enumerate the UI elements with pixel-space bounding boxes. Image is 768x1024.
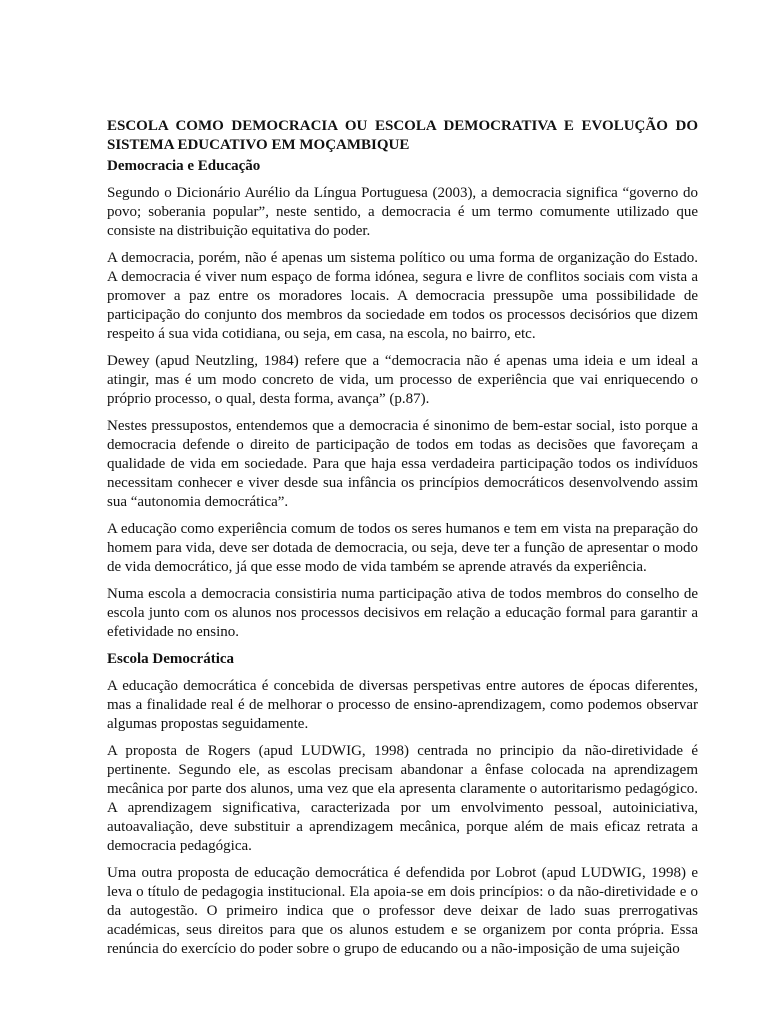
- paragraph: Numa escola a democracia consistiria numa participação ativa de todos membros do conselho de escola junto com os alunos nos processos decisivos em relação a educação formal para garantir a efetividade no ensino.: [107, 586, 698, 640]
- section-heading-escola-democratica: Escola Democrática: [107, 651, 235, 667]
- paragraph: Uma outra proposta de educação democrática é defendida por Lobrot (apud LUDWIG, 1998) e leva o título de pedagogia institucional. Ela apoia-se em dois princípios: o da não-diretividade e o da autogestão. O primeiro indica que o professor deve deixar de lado suas prerrogativas académicas, seus direitos para que os alunos estudem e se organizem por conta própria. Essa renúncia do exercício do poder sobre o grupo de educando ou a não-imposição de uma sujeição: [107, 865, 698, 957]
- section-heading-democracia-educacao: Democracia e Educação: [107, 158, 261, 174]
- paragraph: A educação democrática é concebida de diversas perspetivas entre autores de épocas diferentes, mas a finalidade real é de melhorar o processo de ensino-aprendizagem, como podemos observar algumas propostas seguidamente.: [107, 678, 698, 732]
- paragraph: A proposta de Rogers (apud LUDWIG, 1998) centrada no principio da não-diretividade é pertinente. Segundo ele, as escolas precisam abandonar a ênfase colocada na aprendizagem mecânica por parte dos alunos, uma vez que ela apresenta claramente o autoritarismo pedagógico. A aprendizagem significativa, caracterizada por um envolvimento pessoal, autoiniciativa, autoavaliação, deve substituir a aprendizagem mecânica, porque além de mais eficaz retrata a democracia pedagógica.: [107, 743, 698, 854]
- document-title: ESCOLA COMO DEMOCRACIA OU ESCOLA DEMOCRATIVA E EVOLUÇÃO DO SISTEMA EDUCATIVO EM MOÇAMBIQUE: [107, 118, 698, 153]
- paragraph: A educação como experiência comum de todos os seres humanos e tem em vista na preparação do homem para vida, deve ser dotada de democracia, ou seja, deve ter a função de apresentar o modo de vida democrático, já que esse modo de vida também se aprende através da experiência.: [107, 521, 698, 575]
- paragraph: Nestes pressupostos, entendemos que a democracia é sinonimo de bem-estar social, isto porque a democracia defende o direito de participação de todos em todas as decisões que favoreçam a qualidade de vida em sociedade. Para que haja essa verdadeira participação todos os indivíduos necessitam conhecer e viver desde sua infância os princípios democráticos desenvolvendo assim sua “autonomia democrática”.: [107, 418, 698, 510]
- paragraph: Segundo o Dicionário Aurélio da Língua Portuguesa (2003), a democracia significa “governo do povo; soberania popular”, neste sentido, a democracia é um termo comumente utilizado que consiste na distribuição equitativa do poder.: [107, 185, 698, 239]
- paragraph: Dewey (apud Neutzling, 1984) refere que a “democracia não é apenas uma ideia e um ideal a atingir, mas é um modo concreto de vida, um processo de experiência que vai enriquecendo o próprio processo, o qual, desta forma, avança” (p.87).: [107, 353, 698, 407]
- document-page: [107, 117, 698, 967]
- paragraph: A democracia, porém, não é apenas um sistema político ou uma forma de organização do Estado. A democracia é viver num espaço de forma idónea, segura e livre de conflitos sociais com vista a promover a paz entre os moradores locais. A democracia pressupõe uma possibilidade de participação do conjunto dos membros da sociedade em todos os processos decisórios que dizem respeito á sua vida cotidiana, ou seja, em casa, na escola, no bairro, etc.: [107, 250, 698, 342]
